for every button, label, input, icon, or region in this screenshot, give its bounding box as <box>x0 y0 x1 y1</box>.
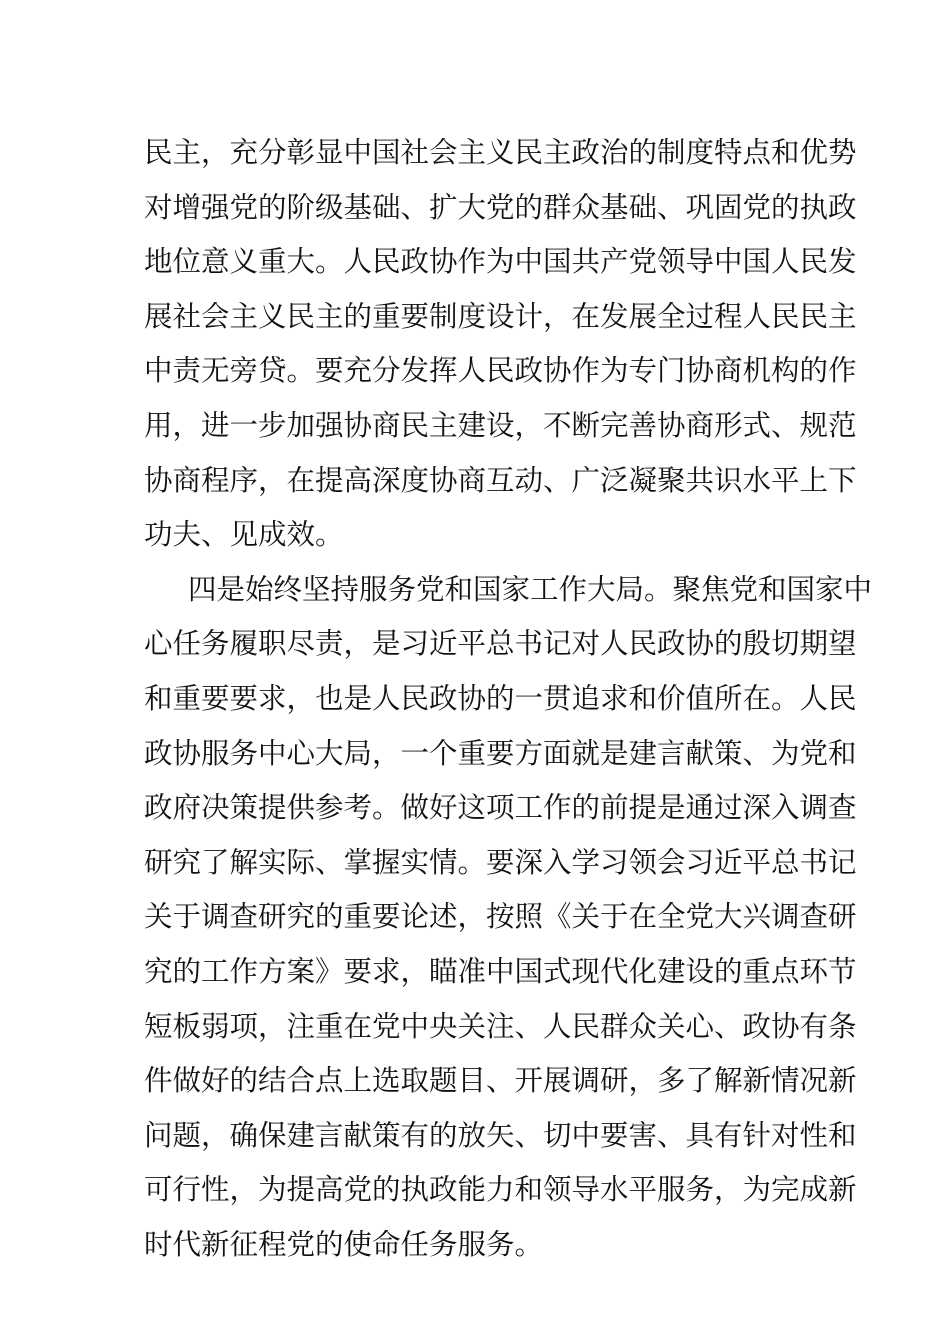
text-line: 可行性，为提高党的执政能力和领导水平服务，为完成新 <box>144 1173 857 1207</box>
text-line: 问题，确保建言献策有的放矢、切中要害、具有针对性和 <box>144 1118 857 1152</box>
text-line: 中责无旁贷。要充分发挥人民政协作为专门协商机构的作 <box>144 354 857 388</box>
text-line: 功夫、见成效。 <box>144 518 344 552</box>
text-line: 对增强党的阶级基础、扩大党的群众基础、巩固党的执政 <box>144 190 857 224</box>
text-line: 时代新征程党的使命任务服务。 <box>144 1227 544 1261</box>
text-line: 政府决策提供参考。做好这项工作的前提是通过深入调查 <box>144 791 857 825</box>
text-line: 关于调查研究的重要论述，按照《关于在全党大兴调查研 <box>144 900 857 934</box>
text-line: 究的工作方案》要求，瞄准中国式现代化建设的重点环节 <box>144 954 857 988</box>
paragraph-start-line: 四是始终坚持服务党和国家工作大局。聚焦党和国家中 <box>188 572 873 606</box>
text-line: 政协服务中心大局，一个重要方面就是建言献策、为党和 <box>144 736 857 770</box>
text-line: 协商程序，在提高深度协商互动、广泛凝聚共识水平上下 <box>144 463 857 497</box>
text-line: 民主，充分彰显中国社会主义民主政治的制度特点和优势 <box>144 136 857 169</box>
text-line: 件做好的结合点上选取题目、开展调研，多了解新情况新 <box>144 1064 857 1098</box>
text-line: 短板弱项，注重在党中央关注、人民群众关心、政协有条 <box>144 1009 857 1043</box>
text-line: 地位意义重大。人民政协作为中国共产党领导中国人民发 <box>144 245 857 279</box>
body-text <box>144 126 873 1272</box>
text-line: 展社会主义民主的重要制度设计，在发展全过程人民民主 <box>144 299 857 333</box>
text-line: 和重要要求，也是人民政协的一贯追求和价值所在。人民 <box>144 681 857 715</box>
text-line: 研究了解实际、掌握实情。要深入学习领会习近平总书记 <box>144 845 857 879</box>
text-line: 用，进一步加强协商民主建设，不断完善协商形式、规范 <box>144 408 857 442</box>
text-line: 心任务履职尽责，是习近平总书记对人民政协的殷切期望 <box>144 627 857 661</box>
